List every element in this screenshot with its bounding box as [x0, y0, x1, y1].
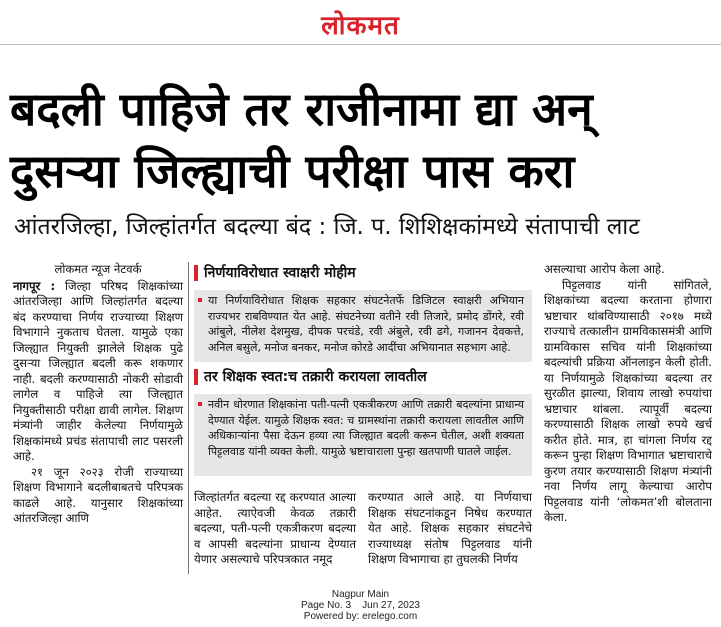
page-footer: [0, 589, 721, 622]
powered-by: Powered by: erelego.com: [303, 611, 418, 622]
bullet-icon: [198, 402, 202, 406]
article-paragraph-1: [13, 279, 183, 465]
bullet-icon: [198, 298, 202, 302]
subheadline: आंतरजिल्हा, जिल्हांतर्गत बदल्या बंद : जि. प. शिशिक्षकांमध्ये संतापाची लाट: [14, 214, 640, 240]
headline: बदली पाहिजे तर राजीनामा द्या अन् दुसऱ्या जिल्ह्याची परीक्षा पास करा: [10, 82, 593, 198]
article-column-4-paragraph-2: पिट्टलवाड यांनी सांगितले, शिक्षकांच्या बदल्या करताना होणारा भ्रष्टाचार थांबविण्यासाठी २०१७ मध्ये राज्याचे तत्कालीन ग्रामविकासमंत्री आणि ग्रामविकास सचिव यांनी शिक्षकांच्या बदल्यांची प्रक्रिया ऑनलाइन केली होती. या निर्णयामुळे शिक्षकांच्या बदल्या तर सुरळीत झाल्या, शिवाय लाखो रुपयांचा भ्रष्टाचार थांबला. त्यापूर्वी बदल्या करण्यासाठी शिक्षक लाखो रुपये खर्च करीत होते. मात्र, हा चांगला निर्णय रद्द करून पुन्हा शिक्षण विभागात भ्रष्टाचाराचे कुरण तयार करण्यासाठी शिक्षण मंत्र्यांनी नवा निर्णय लागू केल्याचा आरोप पिट्टलवाड यांनी ‘लोकमत’शी बोलताना केला.: [544, 277, 712, 524]
lokmat-logo: लोकमत: [321, 11, 400, 41]
article-column-4-paragraph-1: असल्याचा आरोप केला आहे.: [544, 262, 665, 276]
sidebar-heading-complaints: तर शिक्षक स्वत:च तक्रारी करायला लावतील: [194, 368, 534, 386]
article-column-2: [194, 490, 356, 568]
byline: लोकमत न्यूज नेटवर्क: [54, 262, 142, 276]
sidebar-text-complaints: नवीन धोरणात शिक्षकांना पती-पत्नी एकत्रीकरण आणि तक्रारी बदल्यांना प्राधान्य देण्यात येईल. यामुळे शिक्षक स्वत: च ग्रामस्थांना तक्रारी करायला लावतील आणि अधिकाऱ्यांना पैसा देऊन हव्या त्या जिल्ह्यात बदली करून घेतील, अशी शक्यता पिट्टलवाड यांनी व्यक्त केली. यामुळे भ्रष्टाचाराला पुन्हा खतपाणी घातले जाईल.: [208, 398, 524, 458]
article-column-4: [544, 262, 712, 526]
article-column-3-text: करण्यात आले आहे. या निर्णयाचा शिक्षक संघटनांकडून निषेध करण्यात येत आहे. शिक्षक सहकार संघटनेचे राज्याध्यक्ष संतोष पिट्टलवाड यांनी शिक्षण विभागाचा हा तुघलकी निर्णय: [368, 490, 532, 566]
sidebar-box-complaints: [194, 394, 532, 476]
sidebar-text-signature-campaign: या निर्णयाविरोधात शिक्षक सहकार संघटनेतर्फे डिजिटल स्वाक्षरी अभियान राज्यभर राबविण्यात येत आहे. संघटनेच्या वतीने रवी तिजारे, प्रमोद डोंगरे, रवी आंबुले, नीलेश देशमुख, दीपक परचंडे, रवी अंबुले, रवी ढगे, गजानन देवकत्ते, अनिल बसुले, मनोज बनकर, मनोज कोरडे आदींचा अभियानात सहभाग आहे.: [208, 294, 524, 354]
column-divider: [188, 262, 189, 574]
article-paragraph-2: २१ जून २०२३ रोजी राज्याच्या शिक्षण विभागाने बदलीबाबतचे परिपत्रक काढले आहे. यानुसार शिक्षकांच्या आंतरजिल्हा आणि: [13, 464, 183, 525]
article-column-3: [368, 490, 532, 568]
page-number-date: Page No. 3 Jun 27, 2023: [301, 600, 420, 611]
article-paragraph-1-text: जिल्हा परिषद शिक्षकांच्या आंतरजिल्हा आणि जिल्हांतर्गत बदल्या बंद करण्याचा निर्णय राज्याच्या शिक्षण विभागाने नुकताच घेतला. यामुळे एका जिल्ह्यात नियुक्ती झालेले शिक्षक पुढे दुसऱ्या जिल्ह्यात बदली करू शकणार नाही. बदली करण्यासाठी नोकरी सोडावी लागेल व पाहिजे त्या जिल्ह्यात नियुक्तीसाठी परीक्षा द्यावी लागेल. शिक्षण मंत्र्यांनी जाहीर केलेल्या निर्णयामुळे शिक्षकांमध्ये प्रचंड संतापाची लाट पसरली आहे.: [13, 278, 184, 463]
article-column-2-text: जिल्हांतर्गत बदल्या रद्द करण्यात आल्या आहेत. त्याऐवजी केवळ तक्रारी बदल्या, पती-पत्नी एकत्रीकरण बदल्या व आपसी बदल्यांना प्राधान्य देण्यात येणार असल्याचे परिपत्रकात नमूद: [194, 490, 356, 566]
sidebar-box-signature-campaign: [194, 290, 532, 362]
masthead: [0, 0, 721, 44]
dateline: नागपूर :: [13, 278, 56, 293]
sidebar-heading-signature-campaign: निर्णयाविरोधात स्वाक्षरी मोहीम: [194, 264, 534, 282]
edition-name: Nagpur Main: [331, 589, 390, 600]
masthead-divider: [0, 44, 721, 45]
article-column-1: [13, 262, 183, 527]
